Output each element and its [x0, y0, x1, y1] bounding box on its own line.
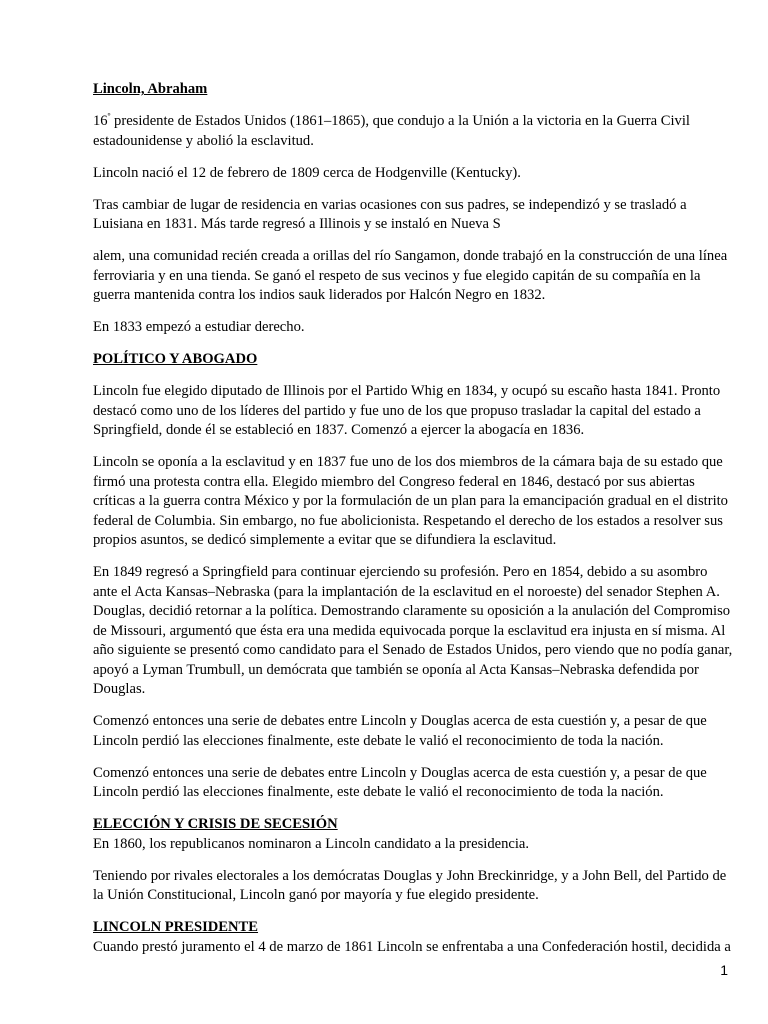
paragraph-1849: En 1849 regresó a Springfield para continuar ejerciendo su profesión. Pero en 1854, debido a su asombro ante el Acta Kansas–Nebraska (para la implantación de la esclavitud en el noroeste) del senador Stephen A. Douglas, decidió retornar a la política. Demostrando claramente su oposición a la anulación del Compromiso de Missouri, argumentó que ésta era una medida equivocada porque la esclavitud era injusta en sí misma. Al año siguiente se presentó como candidato para el Senado de Estados Unidos, pero viendo que no podía ganar, apoyó a Lyman Trumbull, un demócrata que también se oponía al Acta Kansas–Nebraska defendida por Douglas.: [93, 564, 733, 697]
paragraph-whig: Lincoln fue elegido diputado de Illinois por el Partido Whig en 1834, y ocupó su escaño hasta 1841. Pronto destacó como uno de los líderes del partido y fue uno de los que propuso trasladar la capital del estado a Springfield, donde él se estableció en 1837. Comenzó a ejercer la abogacía en 1836.: [93, 383, 721, 438]
document-title: Lincoln, Abraham: [93, 81, 208, 97]
section-heading-presidente: LINCOLN PRESIDENTE: [93, 919, 259, 935]
paragraph-juramento: Cuando prestó juramento el 4 de marzo de 1861 Lincoln se enfrentaba a una Confederación hostil, decidida a: [93, 938, 731, 955]
section-heading-eleccion: ELECCIÓN Y CRISIS DE SECESIÓN: [93, 816, 338, 832]
paragraph-debates-2: Comenzó entonces una serie de debates entre Lincoln y Douglas acerca de esta cuestión y, a pesar de que Lincoln perdió las elecciones finalmente, este debate le valió el reconocimiento de toda la nación.: [93, 764, 707, 800]
paragraph-slavery: Lincoln se oponía a la esclavitud y en 1837 fue uno de los dos miembros de la cámara baja de su estado que firmó una protesta contra ella. Elegido miembro del Congreso federal en 1846, destacó por sus abiertas críticas a la guerra contra México y por la formulación de un plan para la emancipación gradual en el distrito federal de Columbia. Sin embargo, no fue abolicionista. Respetando el derecho de los estados a resolver sus propios asuntos, se dedicó simplemente a evitar que se difundiera la esclavitud.: [93, 454, 728, 548]
paragraph-move: Tras cambiar de lugar de residencia en varias ocasiones con sus padres, se independizó y se trasladó a Luisiana en 1831. Más tarde regresó a Illinois y se instaló en Nueva S: [93, 196, 687, 232]
paragraph-birth: Lincoln nació el 12 de febrero de 1809 cerca de Hodgenville (Kentucky).: [93, 164, 521, 181]
intro-ordinal-sup: º: [107, 111, 111, 122]
intro-ordinal: 16: [93, 113, 108, 129]
intro-text: presidente de Estados Unidos (1861–1865), que condujo a la Unión a la victoria en la Guerra Civil estadounidense y abolió la esclavitud.: [93, 113, 690, 149]
paragraph-law: En 1833 empezó a estudiar derecho.: [93, 319, 305, 335]
section-heading-politico: POLÍTICO Y ABOGADO: [93, 351, 258, 367]
document-body: [93, 80, 733, 957]
paragraph-rivales: Teniendo por rivales electorales a los demócratas Douglas y John Breckinridge, y a John Bell, del Partido de la Unión Constitucional, Lincoln ganó por mayoría y fue elegido presidente.: [93, 867, 727, 903]
paragraph-intro: [93, 112, 733, 151]
page-number: 1: [720, 962, 728, 978]
paragraph-salem: alem, una comunidad recién creada a orillas del río Sangamon, donde trabajó en la construcción de una línea ferroviaria y en una tienda. Se ganó el respeto de sus vecinos y fue elegido capitán de su compañía en la guerra mantenida contra los indios sauk liderados por Halcón Negro en 1832.: [93, 248, 728, 303]
paragraph-debates-1: Comenzó entonces una serie de debates entre Lincoln y Douglas acerca de esta cuestión y, a pesar de que Lincoln perdió las elecciones finalmente, este debate le valió el reconocimiento de toda la nación.: [93, 713, 707, 749]
paragraph-1860: En 1860, los republicanos nominaron a Lincoln candidato a la presidencia.: [93, 835, 530, 852]
